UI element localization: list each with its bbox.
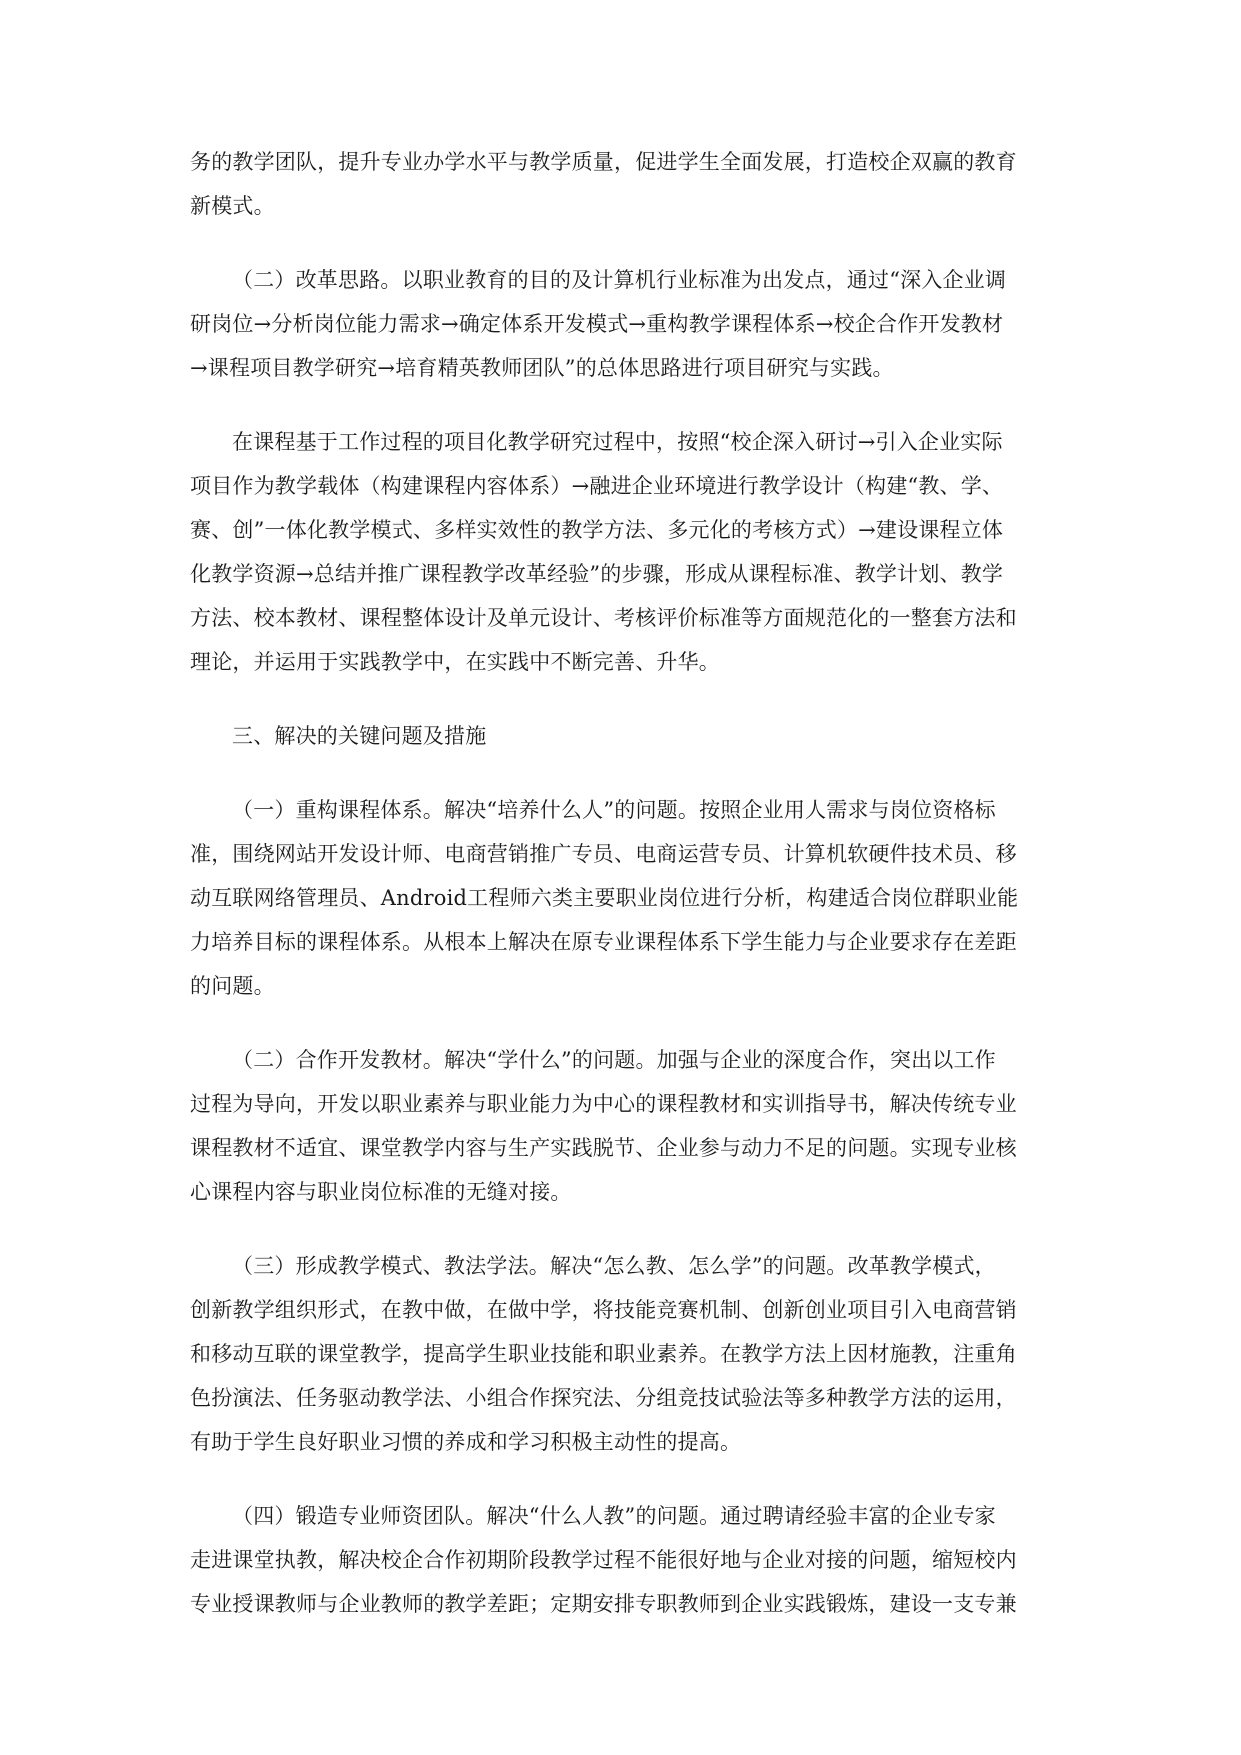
paragraph-teaching-team-continuation	[190, 140, 1050, 228]
text-line: 务的教学团队，提升专业办学水平与教学质量，促进学生全面发展，打造校企双赢的教育	[190, 150, 1017, 174]
paragraph-textbook-development	[190, 1038, 1050, 1214]
text-line: （四）锻造专业师资团队。解决“什么人教”的问题。通过聘请经验丰富的企业专家	[232, 1504, 996, 1528]
text-line: 三、解决的关键问题及措施	[232, 724, 487, 748]
text-line: 过程为导向，开发以职业素养与职业能力为中心的课程教材和实训指导书，解决传统专业	[190, 1092, 1017, 1116]
document-page	[190, 140, 1050, 1656]
text-line: （三）形成教学模式、教法学法。解决“怎么教、怎么学”的问题。改革教学模式，	[232, 1254, 996, 1278]
text-line: 心课程内容与职业岗位标准的无缝对接。	[190, 1180, 572, 1204]
paragraph-reform-approach	[190, 258, 1050, 390]
text-line: 创新教学组织形式，在教中做，在做中学，将技能竞赛机制、创新创业项目引入电商营销	[190, 1298, 1017, 1322]
text-line: 新模式。	[190, 194, 275, 218]
text-line: 课程教材不适宜、课堂教学内容与生产实践脱节、企业参与动力不足的问题。实现专业核	[190, 1136, 1017, 1160]
text-line: 研岗位→分析岗位能力需求→确定体系开发模式→重构教学课程体系→校企合作开发教材	[190, 312, 1004, 336]
text-line: 方法、校本教材、课程整体设计及单元设计、考核评价标准等方面规范化的一整套方法和	[190, 606, 1017, 630]
text-line: 专业授课教师与企业教师的教学差距；定期安排专职教师到企业实践锻炼，建设一支专兼	[190, 1592, 1017, 1616]
text-line: 化教学资源→总结并推广课程教学改革经验”的步骤，形成从课程标准、教学计划、教学	[190, 562, 1004, 586]
text-line: （一）重构课程体系。解决“培养什么人”的问题。按照企业用人需求与岗位资格标	[232, 798, 996, 822]
text-line: 有助于学生良好职业习惯的养成和学习积极主动性的提高。	[190, 1430, 742, 1454]
paragraph-project-teaching-research	[190, 420, 1050, 684]
section-heading-key-problems	[190, 714, 1050, 758]
text-line: 动互联网络管理员、Android工程师六类主要职业岗位进行分析，构建适合岗位群职业能	[190, 886, 1019, 910]
paragraph-teaching-methods	[190, 1244, 1050, 1464]
text-line: 在课程基于工作过程的项目化教学研究过程中，按照“校企深入研讨→引入企业实际	[232, 430, 1003, 454]
text-line: 准，围绕网站开发设计师、电商营销推广专员、电商运营专员、计算机软硬件技术员、移	[190, 842, 1017, 866]
paragraph-faculty-team	[190, 1494, 1050, 1626]
text-line: （二）改革思路。以职业教育的目的及计算机行业标准为出发点，通过“深入企业调	[232, 268, 1007, 292]
text-line: 的问题。	[190, 974, 275, 998]
text-line: 理论，并运用于实践教学中，在实践中不断完善、升华。	[190, 650, 720, 674]
text-line: 走进课堂执教，解决校企合作初期阶段教学过程不能很好地与企业对接的问题，缩短校内	[190, 1548, 1017, 1572]
text-line: 项目作为教学载体（构建课程内容体系）→融进企业环境进行教学设计（构建“教、学、	[190, 474, 1004, 498]
text-line: →课程项目教学研究→培育精英教师团队”的总体思路进行项目研究与实践。	[190, 356, 894, 380]
text-line: 和移动互联的课堂教学，提高学生职业技能和职业素养。在教学方法上因材施教，注重角	[190, 1342, 1017, 1366]
text-line: 力培养目标的课程体系。从根本上解决在原专业课程体系下学生能力与企业要求存在差距	[190, 930, 1017, 954]
text-line: 色扮演法、任务驱动教学法、小组合作探究法、分组竞技试验法等多种教学方法的运用，	[190, 1386, 1017, 1410]
text-line: 赛、创”一体化教学模式、多样实效性的教学方法、多元化的考核方式）→建设课程立体	[190, 518, 1004, 542]
paragraph-curriculum-system	[190, 788, 1050, 1008]
text-line: （二）合作开发教材。解决“学什么”的问题。加强与企业的深度合作，突出以工作	[232, 1048, 996, 1072]
